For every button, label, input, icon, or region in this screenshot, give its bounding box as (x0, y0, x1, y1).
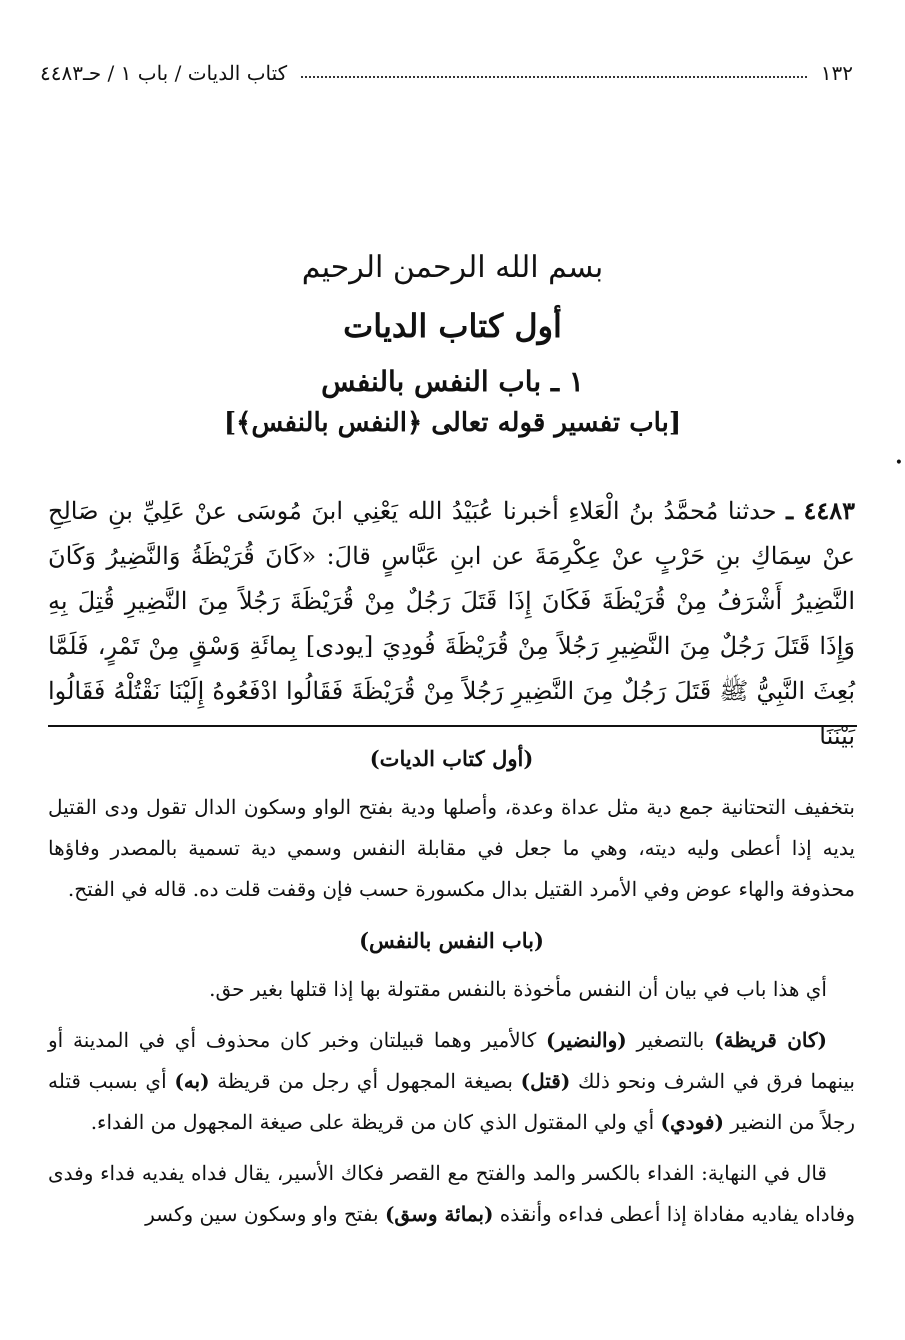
basmala: بسم الله الرحمن الرحيم (301, 250, 604, 285)
commentary-block (48, 738, 855, 1245)
text-segment: كالأمير وهما قبيلتان وخبر كان محذوف أي في المدينة أو بينهما فرق في الشرف ونحو ذلك (48, 1028, 855, 1093)
lemma-qutil: (قتل) (520, 1069, 571, 1093)
lemma-nadir: (والنضير) (546, 1028, 627, 1052)
lemma-fudiya: (فودي) (660, 1110, 724, 1134)
hadith-text: حدثنا مُحمَّدُ بنُ الْعَلاءِ أخبرنا عُبَيْدُ الله يَعْنِي ابنَ مُوسَى عنْ عَلِيِّ بنِ صَالِحِ عنْ سِمَاكِ بنِ حَرْبٍ عنْ عِكْرِمَةَ عن ابنِ عَبَّاسٍ قالَ: «كَانَ قُرَيْظَةُ وَالنَّضِيرُ وَكَانَ النَّضِيرُ أَشْرَفُ مِنْ قُرَيْظَةَ فَكَانَ إِذَا قَتَلَ رَجُلٌ مِنْ قُرَيْظَةَ رَجُلاً مِنَ النَّضِيرِ قُتِلَ بِهِ وَإِذَا قَتَلَ رَجُلٌ مِنَ النَّضِيرِ رَجُلاً مِنْ قُرَيْظَةَ فُودِيَ [يودى] بِمائَةِ وَسْقٍ مِنْ تَمْرٍ، فَلَمَّا بُعِثَ النَّبِيُّ ﷺ قَتَلَ رَجُلٌ مِنَ النَّضِيرِ رَجُلاً مِنْ قُرَيْظَةَ فَقَالُوا ادْفَعُوهُ إِلَيْنَا نَقْتُلْهُ فَقَالُوا بَيْنَنَا (48, 497, 856, 750)
text-segment: بفتح واو وسكون سين وكسر (145, 1202, 385, 1226)
title-block (40, 250, 865, 438)
chapter-title: ١ ـ باب النفس بالنفس (321, 365, 584, 398)
lemma-bihi: (به) (174, 1069, 210, 1093)
running-header (40, 58, 853, 88)
lemma-qurayza: (كان قريظة) (714, 1028, 828, 1052)
text-segment: أي ولي المقتول الذي كان من قريظة على صيغة المجهول من الفداء. (90, 1110, 661, 1134)
commentary-paragraph-1: بتخفيف التحتانية جمع دية مثل عداة وعدة، وأصلها ودية بفتح الواو وسكون الدال تقول ودى القتيل يديه إذا أعطى وليه ديته، وهي ما جعل في مقابلة النفس وسمي دية تسمية بالمصدر وفاؤها محذوفة والهاء عوض وفي الأمرد القتيل بدال مكسورة حسب فإن وقفت قلت ده. قاله في الفتح. (48, 795, 855, 901)
text-segment: قال في النهاية: الفداء بالكسر والمد والفتح مع القصر فكاك الأسير، يقال فداه يفديه فداء وفدى وفاداه يفاديه مفاداة إذا أعطى فداءه وأنقذه (48, 1161, 855, 1226)
margin-dot: • (894, 455, 903, 471)
hadith-number: ٤٤٨٣ ـ (786, 496, 856, 525)
text-segment: بصيغة المجهول أي رجل من قريظة (209, 1069, 521, 1093)
commentary-paragraph-4 (48, 1153, 855, 1235)
header-dotted-leader (301, 76, 807, 78)
lemma-wasq: (بمائة وسق) (384, 1202, 494, 1226)
header-section: كتاب الديات / باب ١ / حـ٤٤٨٣ (40, 61, 288, 85)
commentary-heading-chapter: (باب النفس بالنفس) (359, 928, 544, 953)
page-number: ١٣٢ (820, 61, 853, 85)
commentary-paragraph-3 (48, 1020, 855, 1143)
chapter-subtitle: [باب تفسير قوله تعالى ﴿النفس بالنفس﴾] (223, 408, 682, 438)
commentary-heading-book: (أول كتاب الديات) (369, 746, 534, 771)
hadith-text-block (48, 488, 855, 759)
text-segment: بالتصغير (626, 1028, 715, 1052)
footnote-divider (48, 725, 857, 727)
commentary-paragraph-2: أي هذا باب في بيان أن النفس مأخوذة بالنفس مقتولة بها إذا قتلها بغير حق. (209, 977, 827, 1001)
text-segment: أي بسبب قتله رجلاً من النضير (48, 1069, 855, 1134)
book-title: أول كتاب الديات (343, 307, 562, 345)
